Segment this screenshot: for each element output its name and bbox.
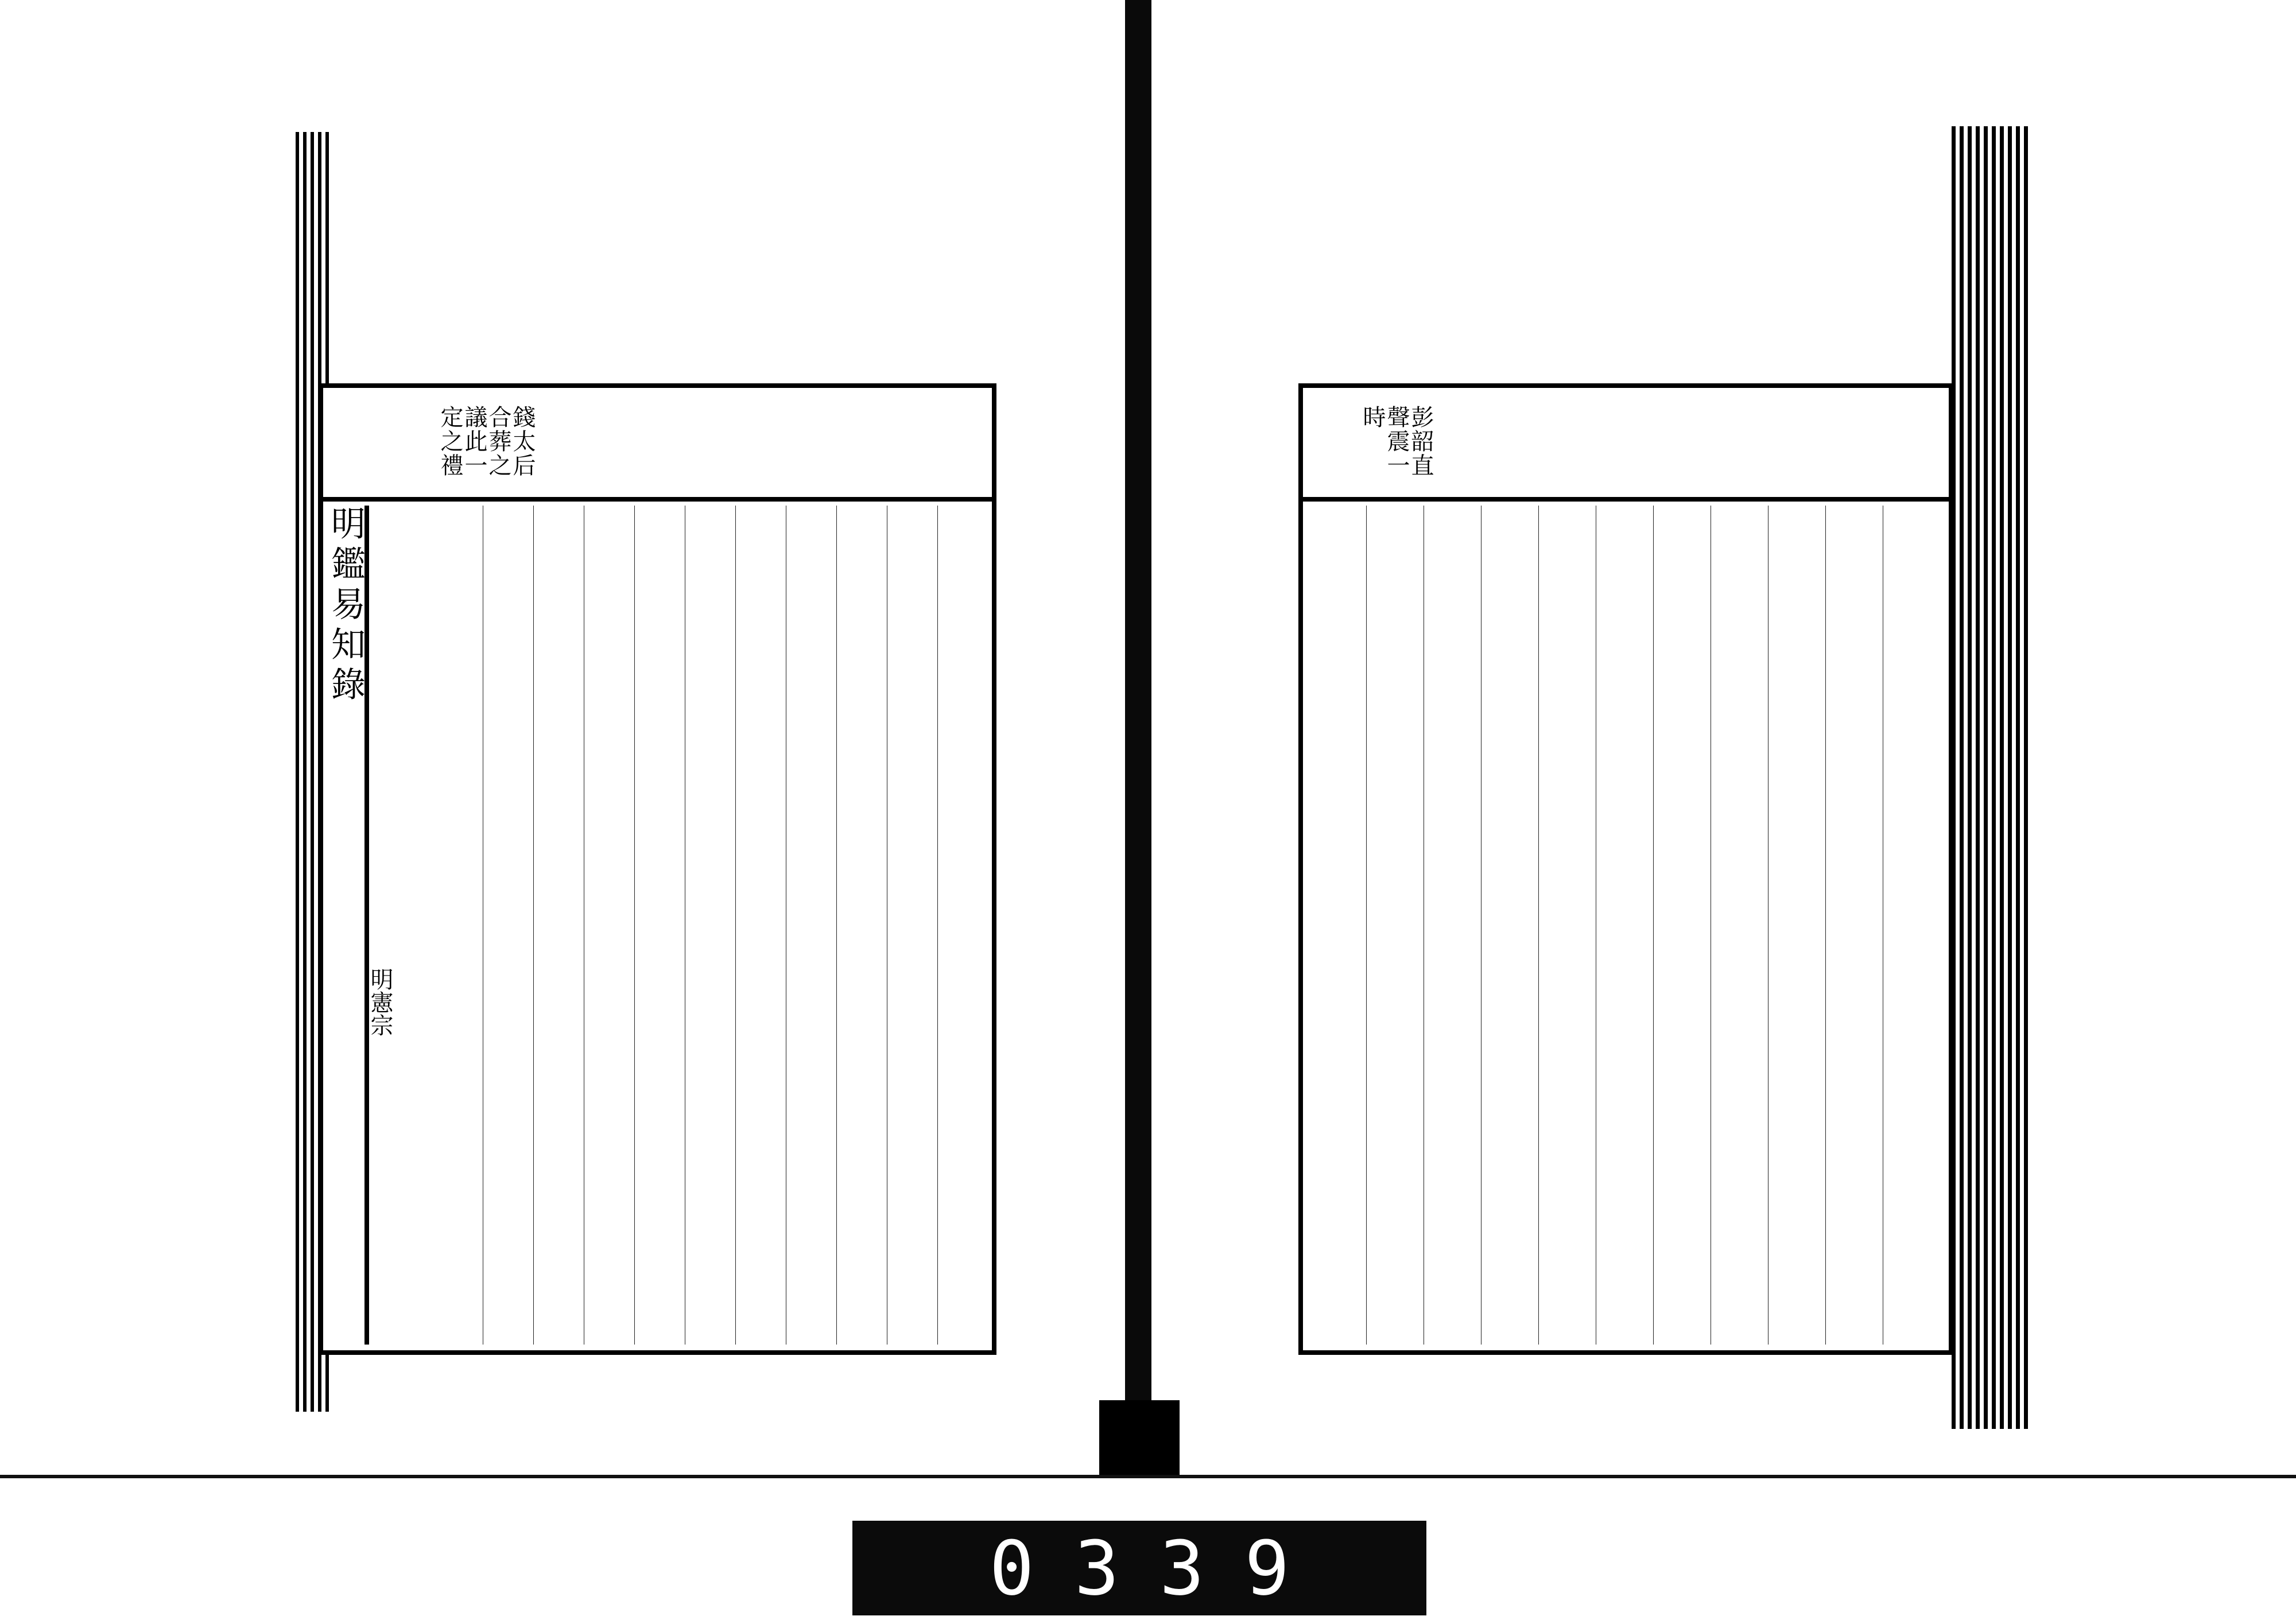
text-column xyxy=(1424,506,1473,1345)
text-column xyxy=(1481,506,1531,1345)
text-column xyxy=(1883,506,1933,1345)
right-header-band xyxy=(1303,388,1949,502)
text-column xyxy=(1825,506,1875,1345)
text-column xyxy=(533,506,583,1345)
text-column xyxy=(584,506,634,1345)
left-header-note: 錢太后合葬之議此一定之禮 xyxy=(437,405,536,477)
gutter-shadow xyxy=(1099,1400,1180,1481)
left-header-band xyxy=(323,388,992,502)
text-column xyxy=(786,506,836,1345)
text-column xyxy=(483,506,533,1345)
right-header-note: 彭韶直聲震一時 xyxy=(1359,405,1434,477)
frame-number: 0339 xyxy=(989,1524,1330,1612)
left-page-frame xyxy=(319,383,996,1355)
text-column xyxy=(634,506,684,1345)
text-column xyxy=(735,506,785,1345)
text-column xyxy=(1711,506,1760,1345)
text-column xyxy=(1538,506,1588,1345)
margin-reign: 明憲宗 xyxy=(367,968,393,1036)
text-column xyxy=(1596,506,1646,1345)
text-column xyxy=(836,506,886,1345)
text-column xyxy=(685,506,735,1345)
text-column xyxy=(1768,506,1818,1345)
text-column xyxy=(887,506,937,1345)
text-column xyxy=(937,506,987,1345)
text-column xyxy=(1366,506,1416,1345)
frame-number-label xyxy=(852,1521,1426,1615)
right-page-frame xyxy=(1298,383,1953,1355)
book-spine-gutter xyxy=(1125,0,1151,1475)
margin-book-title: 明鑑易知錄 xyxy=(327,506,369,1345)
text-column xyxy=(1653,506,1703,1345)
right-page-edge-stack xyxy=(1952,126,2029,1429)
